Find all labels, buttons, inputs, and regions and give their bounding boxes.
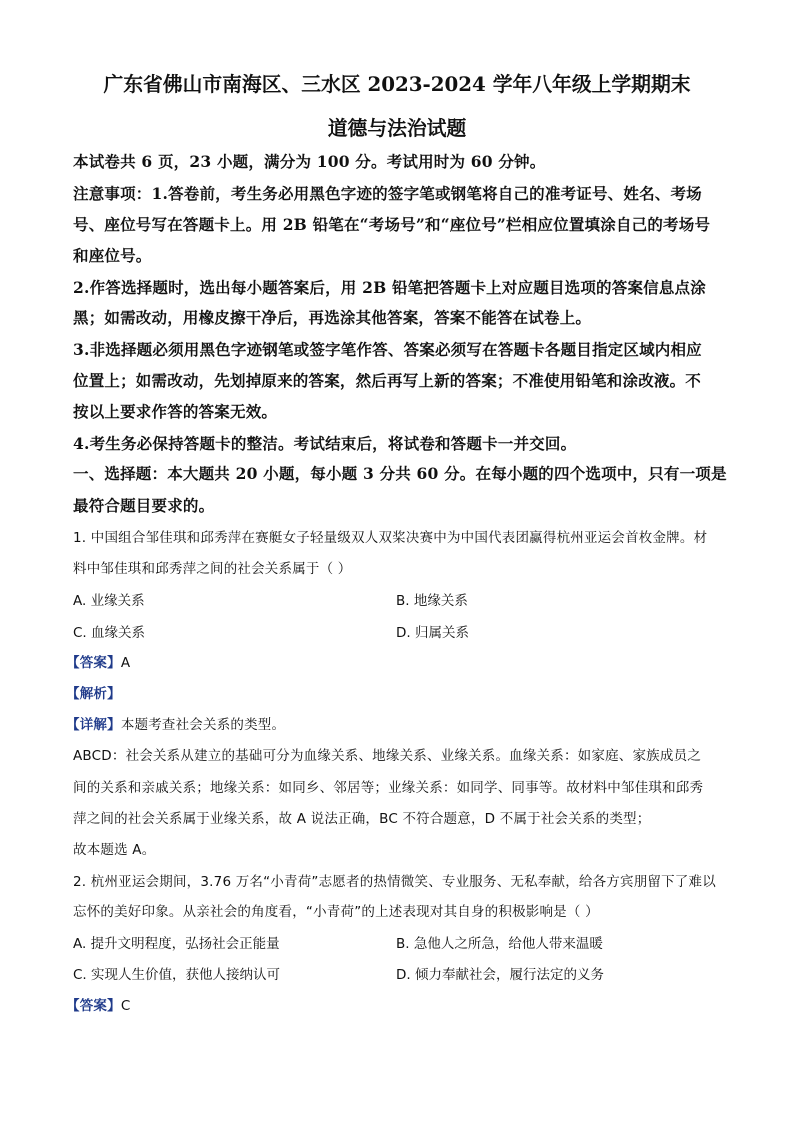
q1-explanation: ABCD：社会关系从建立的基础可分为血缘关系、地缘关系、业缘关系。血缘关系：如家庭、家族成员之 [73,748,701,764]
question-2-stem: 忘怀的美好印象。从亲社会的角度看，“小青荷”的上述表现对其自身的积极影响是（ ） [73,904,599,920]
instruction-line: 号、座位号写在答题卡上。用 2B 铅笔在“考场号”和“座位号”栏相应位置填涂自己的考场号 [73,215,711,234]
q1-explanation: 故本题选 A。 [73,842,156,858]
q1-analysis [66,682,121,702]
exam-title: 广东省佛山市南海区、三水区 2023-2024 学年八年级上学期期末 [103,72,691,96]
instruction-line: 4.考生务必保持答题卡的整洁。考试结束后，将试卷和答题卡一并交回。 [73,434,577,453]
q1-option-c: C. 血缘关系 [73,625,146,641]
instruction-line: 2.作答选择题时，选出每小题答案后，用 2B 铅笔把答题卡上对应题目选项的答案信息点涂 [73,278,706,297]
instruction-line: 和座位号。 [73,246,152,265]
analysis-label: 【解析】 [66,686,121,702]
answer-value: C [120,998,131,1014]
answer-label: 【答案】 [66,998,121,1014]
q1-explanation: 间的关系和亲戚关系；地缘关系：如同乡、邻居等；业缘关系：如同学、同事等。故材料中邹佳琪和邱秀 [73,780,704,796]
q2-option-b: B. 急他人之所急，给他人带来温暖 [396,936,603,952]
q1-explanation: 萍之间的社会关系属于业缘关系，故 A 说法正确，BC 不符合题意，D 不属于社会关系的类型； [73,811,651,827]
instruction-line: 黑；如需改动，用橡皮擦干净后，再选涂其他答案，答案不能答在试卷上。 [73,308,592,327]
answer-value: A [120,655,131,671]
section-heading: 最符合题目要求的。 [73,496,215,515]
detail-text: 本题考查社会关系的类型。 [120,717,286,733]
section-heading: 一、选择题：本大题共 20 小题，每小题 3 分共 60 分。在每小题的四个选项中，只有一项是 [73,464,727,483]
question-1-stem: 料中邹佳琪和邱秀萍之间的社会关系属于（ ） [73,561,352,577]
q1-option-d: D. 归属关系 [396,625,469,641]
q2-option-a: A. 提升文明程度，弘扬社会正能量 [73,936,280,952]
instruction-line: 按以上要求作答的答案无效。 [73,402,278,421]
q1-option-a: A. 业缘关系 [73,593,145,609]
q1-option-b: B. 地缘关系 [396,593,468,609]
instruction-line: 位置上；如需改动，先划掉原来的答案，然后再写上新的答案；不准使用铅笔和涂改液。不 [73,371,702,390]
q1-answer [66,651,130,671]
q1-detail [66,713,285,733]
answer-label: 【答案】 [66,655,121,671]
q2-option-d: D. 倾力奉献社会，履行法定的义务 [396,967,604,983]
instruction-line: 本试卷共 6 页，23 小题，满分为 100 分。考试用时为 60 分钟。 [73,152,546,171]
q2-option-c: C. 实现人生价值，获他人接纳认可 [73,967,281,983]
question-2-stem: 2. 杭州亚运会期间，3.76 万名“小青荷”志愿者的热情微笑、专业服务、无私奉献，给各方宾朋留下了难以 [73,874,716,890]
instruction-line: 注意事项：1.答卷前，考生务必用黑色字迹的签字笔或钢笔将自己的准考证号、姓名、考场 [73,184,702,203]
question-1-stem: 1. 中国组合邹佳琪和邱秀萍在赛艇女子轻量级双人双桨决赛中为中国代表团赢得杭州亚运会首枚金牌。材 [73,530,708,546]
exam-subtitle: 道德与法治试题 [327,116,467,140]
instruction-line: 3.非选择题必须用黑色字迹钢笔或签字笔作答、答案必须写在答题卡各题目指定区域内相应 [73,340,702,359]
q2-answer [66,994,130,1014]
detail-label: 【详解】 [66,717,121,733]
